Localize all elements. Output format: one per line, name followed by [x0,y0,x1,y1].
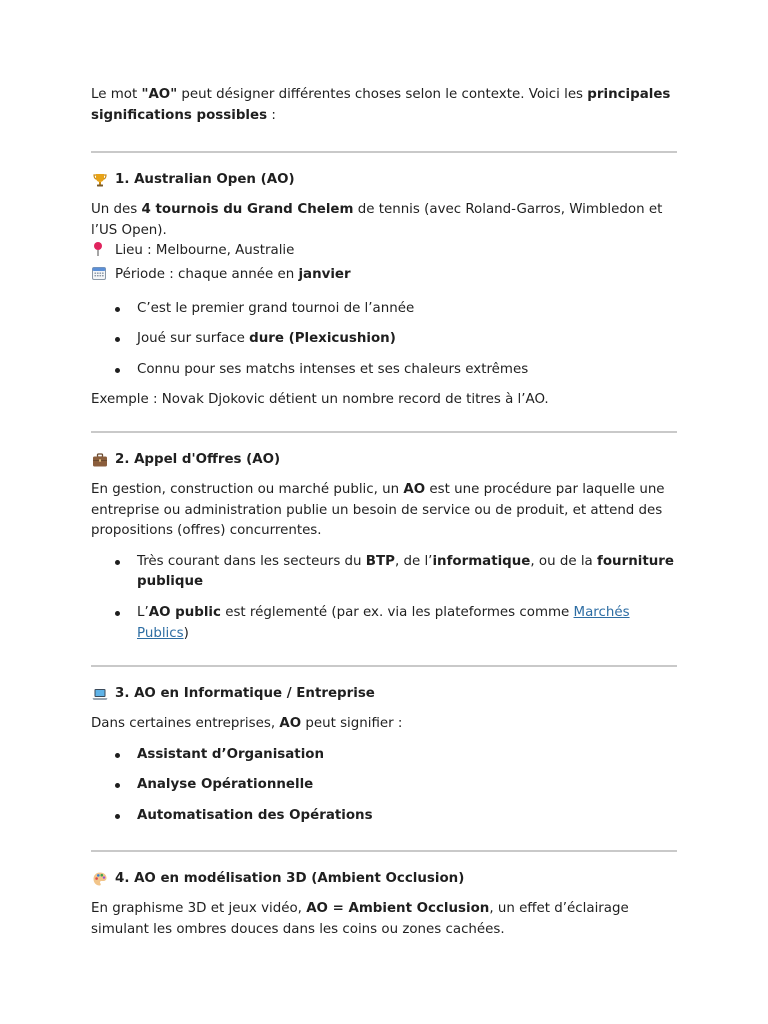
bold-text: 4 tournois du Grand Chelem [141,202,354,218]
bold-text: informatique [432,553,531,569]
list-item [91,360,677,381]
section-3-heading [91,684,677,704]
text: L’ [137,604,149,620]
divider [91,151,677,153]
list-item [91,299,677,320]
section-1-description [91,200,677,241]
section-2-list [91,552,677,644]
intro-paragraph [91,85,677,126]
intro-bold-ao: "AO" [141,87,178,102]
pushpin-icon [91,241,109,265]
section-4-description [91,899,677,940]
periode-month: janvier [298,266,351,282]
text: , ou de la [530,553,598,569]
bold-text: BTP [365,553,395,569]
section-2-description [91,480,677,542]
text: ) [183,625,189,641]
spacer [91,826,677,830]
intro-text: peut désigner différentes choses selon le contexte. Voici les [177,87,588,102]
text: En graphisme 3D et jeux vidéo, [91,901,307,917]
briefcase-icon [91,451,109,469]
intro-text: : [267,107,276,123]
bold-text: dure (Plexicushion) [249,331,396,347]
text: Connu pour ses matchs intenses et ses chaleurs extrêmes [137,361,529,377]
periode-text: Période : chaque année en [115,266,299,282]
list-item [91,745,677,766]
section-4-heading [91,869,677,889]
text: Très courant dans les secteurs du [137,553,366,569]
bold-text: fourniture publique [137,553,674,590]
list-item [91,329,677,350]
marches-publics-link[interactable]: Marchés Publics [137,604,630,641]
document-body [91,85,677,941]
bold-text: AO [279,716,302,732]
list-item [91,603,677,644]
list-item [91,775,677,796]
palette-icon [91,870,109,888]
divider [91,431,677,433]
periode-line [91,265,677,289]
spacer [91,644,677,645]
intro-bold-significations: principales significations possibles [91,87,671,123]
text: de tennis (avec Roland-Garros, Wimbledon et l’US Open). [91,202,663,238]
trophy-icon [91,171,109,189]
section-1-heading [91,170,677,190]
section-4-title: 4. AO en modélisation 3D (Ambient Occlusion) [115,871,465,887]
bold-text: AO [403,481,426,497]
section-1-example: Exemple : Novak Djokovic détient un nombre record de titres à l’AO. [91,392,549,408]
text: peut signifier : [301,716,403,732]
text: est réglementé (par ex. via les plateformes comme [220,604,574,620]
section-1-list [91,299,677,381]
section-1-title: 1. Australian Open (AO) [115,172,295,188]
bold-text: Analyse Opérationnelle [137,777,314,793]
intro-text: Le mot [91,87,142,102]
text: Dans certaines entreprises, [91,716,280,732]
section-3-title: 3. AO en Informatique / Entreprise [115,686,375,702]
text: Un des [91,202,142,218]
text: , un effet d’éclairage simulant les ombres douces dans les coins ou zones cachées. [91,901,629,938]
section-2-title: 2. Appel d'Offres (AO) [115,451,281,467]
bold-text: Assistant d’Organisation [137,746,325,762]
section-3-description [91,714,677,735]
lieu-text: Lieu : Melbourne, Australie [115,243,295,259]
divider [91,850,677,852]
text: C’est le premier grand tournoi de l’année [137,300,415,316]
calendar-icon [91,265,109,289]
bold-text: AO public [148,604,221,620]
divider [91,665,677,667]
laptop-icon [91,685,109,703]
text: En gestion, construction ou marché public, un [91,481,404,497]
bold-text: AO = Ambient Occlusion [306,901,490,917]
text: est une procédure par laquelle une entreprise ou administration publie un besoin de service ou de produit, et attend des propositions (offres) concurrentes. [91,481,665,539]
bold-text: Automatisation des Opérations [137,807,373,823]
text: Joué sur surface [137,331,250,347]
lieu-line [91,241,677,265]
list-item [91,552,677,593]
text: , de l’ [394,553,433,569]
section-2-heading [91,450,677,470]
section-3-list [91,745,677,827]
list-item [91,806,677,827]
